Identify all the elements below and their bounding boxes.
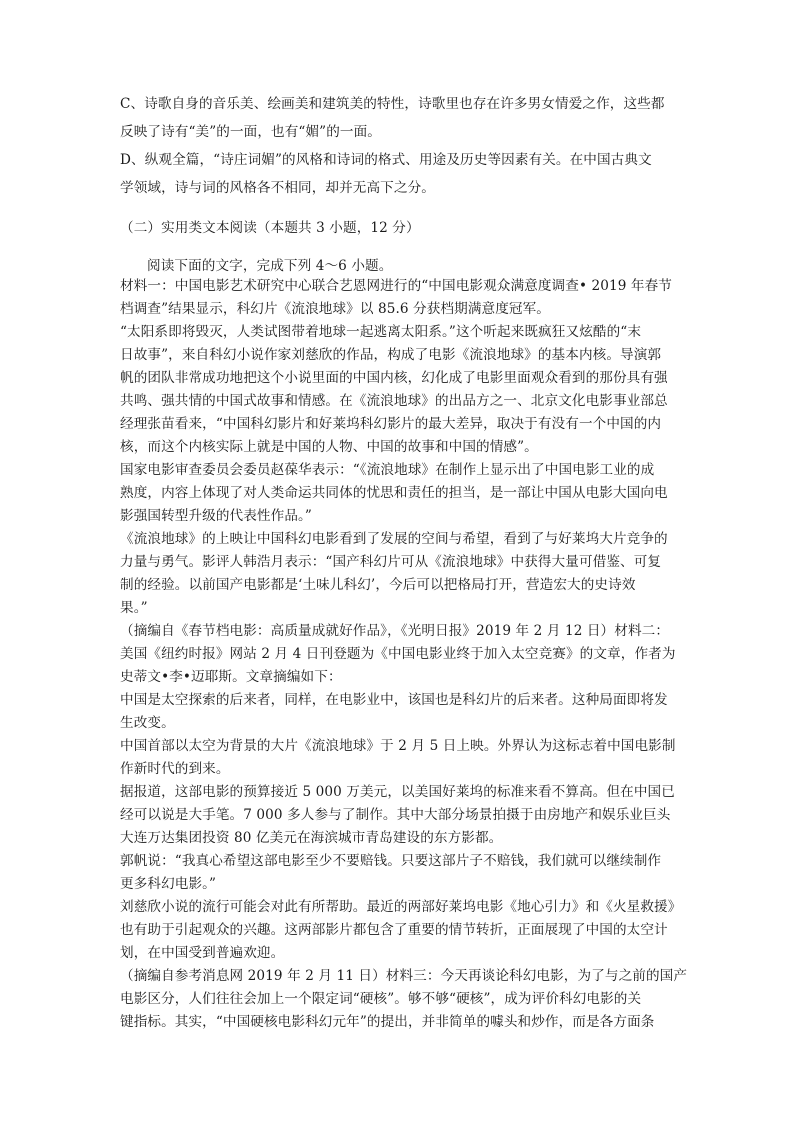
text-line: （摘编自《春节档电影：高质量成就好作品》，《光明日报》2019 年 2 月 12 日）材料二：	[120, 623, 670, 639]
text-line: 日故事”，来自科幻小说作家刘慈欣的作品，构成了电影《流浪地球》的基本内核。导演郭	[120, 347, 662, 363]
text-line: 键指标。其实，“中国硬核电影科幻元年”的提出，并非简单的噱头和炒作，而是各方面条	[120, 1014, 655, 1030]
text-line: 美国《纽约时报》网站 2 月 4 日刊登题为《中国电影业终于加入太空竞赛》的文章，作者为	[120, 646, 676, 662]
text-line: 共鸣、强共情的中国式故事和情感。在《流浪地球》的出品方之一、北京文化电影事业部总	[120, 393, 668, 409]
text-line: 刘慈欣小说的流行可能会对此有所帮助。最近的两部好莱坞电影《地心引力》和《火星救援》	[120, 899, 682, 915]
text-line: 据报道，这部电影的预算接近 5 000 万美元，以美国好莱坞的标准来看不算高。但在中国已	[120, 784, 675, 800]
text-line: 经可以说是大手笔。7 000 多人参与了制作。其中大部分场景拍摄于由房地产和娱乐业巨头	[120, 807, 671, 823]
text-line: 力量与勇气。影评人韩浩月表示：“国产科幻片可从《流浪地球》中获得大量可借鉴、可复	[120, 554, 662, 570]
text-line: C、诗歌自身的音乐美、绘画美和建筑美的特性，诗歌里也存在许多男女情爱之作，这些都	[120, 96, 665, 112]
text-line: 帆的团队非常成功地把这个小说里面的中国内核，幻化成了电影里面观众看到的那份具有强	[120, 370, 668, 386]
text-line: 也有助于引起观众的兴趣。这两部影片都包含了重要的情节转折，正面展现了中国的太空计	[120, 922, 668, 938]
text-line: 经理张苗看来，“中国科幻影片和好莱坞科幻影片的最大差异，取决于有没有一个中国的内	[120, 416, 662, 432]
text-line: 中国首部以太空为背景的大片《流浪地球》于 2 月 5 日上映。外界认为这标志着中国电影制	[120, 738, 676, 754]
text-line: 学领域，诗与词的风格各不相同，却并无高下之分。	[120, 180, 435, 196]
text-line: 郭帆说：“我真心希望这部电影至少不要赔钱。只要这部片子不赔钱，我们就可以继续制作	[120, 853, 662, 869]
text-line: 更多科幻电影。”	[120, 876, 217, 892]
text-line: 核，而这个内核实际上就是中国的人物、中国的故事和中国的情感”。	[120, 439, 538, 455]
text-line: 反映了诗有“美”的一面，也有“媚”的一面。	[120, 124, 381, 140]
text-line: “太阳系即将毁灭，人类试图带着地球一起逃离太阳系。”这个听起来既疯狂又炫酷的“末	[120, 324, 642, 340]
text-line: 《流浪地球》的上映让中国科幻电影看到了发展的空间与希望，看到了与好莱坞大片竞争的	[120, 531, 668, 547]
text-line: 作新时代的到来。	[120, 761, 230, 777]
text-line: 果。”	[120, 600, 148, 616]
text-line: 生改变。	[120, 715, 175, 731]
text-line: 档调查”结果显示，科幻片《流浪地球》以 85.6 分获档期满意度冠军。	[120, 301, 550, 317]
text-line: 影强国转型升级的代表性作品。”	[120, 508, 312, 524]
text-line: 国家电影审查委员会委员赵葆华表示：“《流浪地球》在制作上显示出了中国电影工业的成	[120, 462, 655, 478]
text-line: 熟度，内容上体现了对人类命运共同体的忧思和责任的担当，是一部让中国从电影大国向电	[120, 485, 668, 501]
text-line: 划，在中国受到普遍欢迎。	[120, 945, 285, 961]
section-heading: （二）实用类文本阅读（本题共 3 小题，12 分）	[120, 220, 420, 236]
text-line: 制的经验。以前国产电影都是‘土味儿科幻’，今后可以把格局打开，营造宏大的史诗效	[120, 577, 636, 593]
text-line: 中国是太空探索的后来者，同样，在电影业中，该国也是科幻片的后来者。这种局面即将发	[120, 692, 668, 708]
text-line: 史蒂文•李•迈耶斯。文章摘编如下：	[120, 669, 342, 685]
text-line: 电影区分，人们往往会加上一个限定词“硬核”。够不够“硬核”，成为评价科幻电影的关	[120, 991, 642, 1007]
text-line: 材料一：中国电影艺术研究中心联合艺恩网进行的“中国电影观众满意度调查• 2019 年春节	[120, 278, 672, 294]
text-line: D、纵观全篇，“诗庄词媚”的风格和诗词的格式、用途及历史等因素有关。在中国古典文	[120, 152, 652, 168]
text-line: 大连万达集团投资 80 亿美元在海滨城市青岛建设的东方影都。	[120, 830, 503, 846]
instruction-line: 阅读下面的文字，完成下列 4～6 小题。	[147, 258, 393, 274]
text-line: （摘编自参考消息网 2019 年 2 月 11 日）材料三：今天再谈论科幻电影，为了与之前的国产	[120, 968, 688, 984]
